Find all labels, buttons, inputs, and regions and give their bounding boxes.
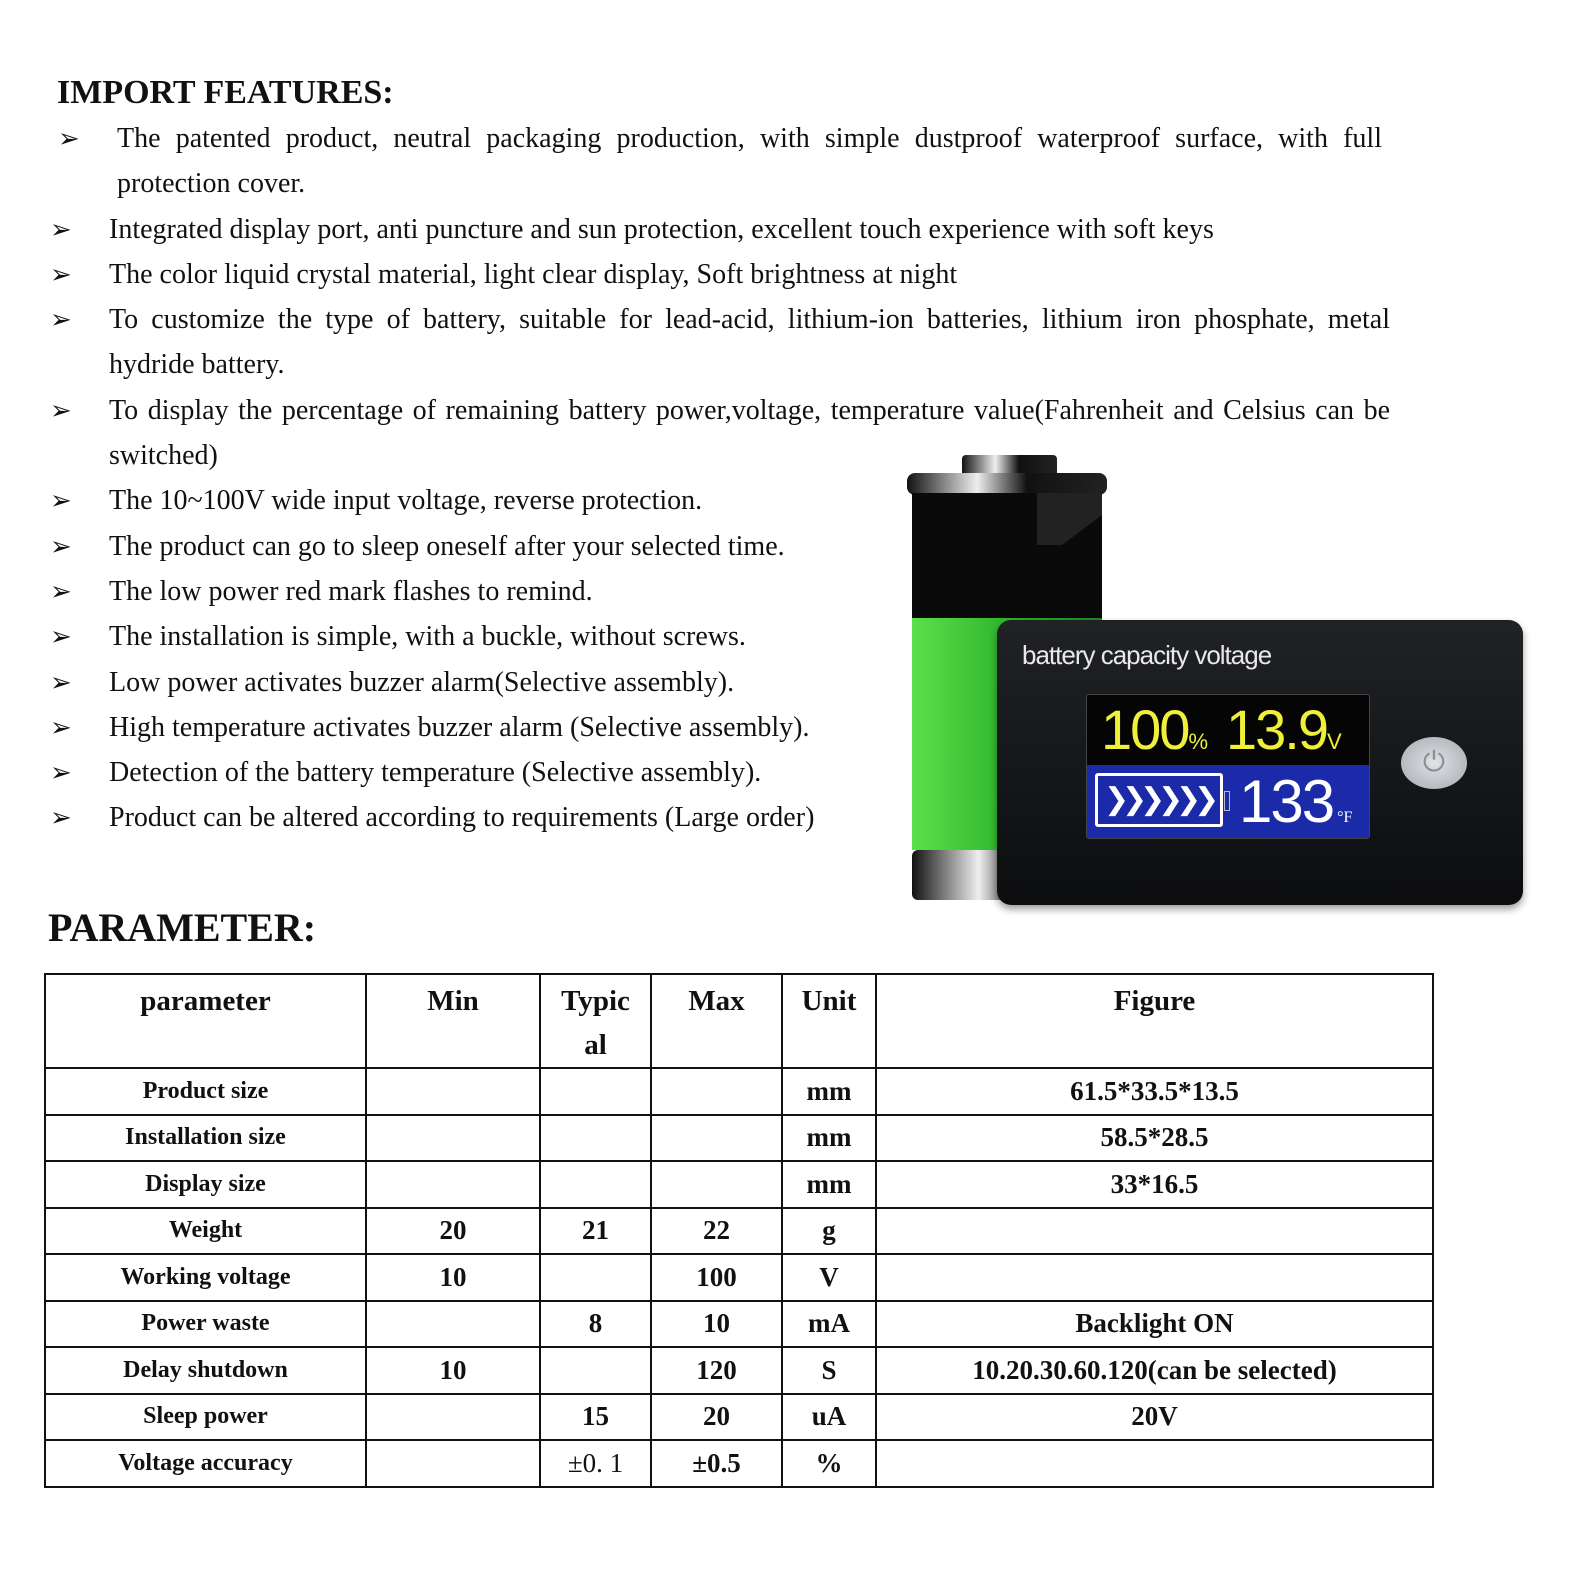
table-cell [651,1115,782,1162]
table-cell: 10 [366,1254,540,1301]
table-row [45,1347,1433,1394]
table-cell [540,1115,651,1162]
arrow-bullet-icon: ➢ [50,305,72,335]
table-cell [366,1301,540,1348]
feature-item [0,297,1390,388]
lcd-top-row [1101,695,1342,765]
feature-item [0,569,889,614]
table-row [45,1161,1433,1208]
column-header: Unit [782,974,876,1068]
feature-text: Integrated display port, anti puncture and sun protection, excellent touch experience with soft keys [109,213,1214,245]
table-cell [876,1440,1433,1487]
table-cell: 21 [540,1208,651,1255]
arrow-bullet-icon: ➢ [50,712,72,742]
feature-text: High temperature activates buzzer alarm (Selective assembly). [109,711,810,743]
temperature-readout: 133 [1239,768,1334,835]
parameter-name-cell: Working voltage [45,1254,366,1301]
table-row [45,1068,1433,1115]
arrow-bullet-icon: ➢ [50,576,72,606]
table-cell [540,1347,651,1394]
table-cell: 20V [876,1394,1433,1441]
lcd-bottom-band [1087,765,1369,838]
table-cell: g [782,1208,876,1255]
feature-item [0,478,889,523]
parameter-name-cell: Product size [45,1068,366,1115]
feature-text: Low power activates buzzer alarm(Selective assembly). [109,666,735,698]
parameter-title: PARAMETER: [48,905,317,950]
arrow-bullet-icon: ➢ [50,758,72,788]
power-icon: ⏻ [1422,747,1446,778]
table-row [45,1208,1433,1255]
column-header: Min [366,974,540,1068]
feature-item [0,705,889,750]
table-cell: S [782,1347,876,1394]
table-cell: ±0.5 [651,1440,782,1487]
features-title: IMPORT FEATURES: [57,74,394,111]
table-cell: 33*16.5 [876,1161,1433,1208]
parameter-table [44,973,1434,1488]
table-row [45,1440,1433,1487]
voltage-unit: V [1327,729,1342,754]
table-cell: mm [782,1068,876,1115]
feature-text: Product can be altered according to requirements (Large order) [109,802,815,834]
table-cell: mA [782,1301,876,1348]
feature-text: The color liquid crystal material, light clear display, Soft brightness at night [109,258,958,290]
parameter-name-cell: Weight [45,1208,366,1255]
table-cell [876,1254,1433,1301]
table-cell [540,1161,651,1208]
table-cell [366,1394,540,1441]
table-cell [651,1161,782,1208]
feature-item [0,207,1390,252]
table-cell: Backlight ON [876,1301,1433,1348]
arrow-bullet-icon: ➢ [50,395,72,425]
table-row [45,1301,1433,1348]
feature-text: The low power red mark flashes to remind. [109,575,593,607]
feature-text: The installation is simple, with a buckle, without screws. [109,621,746,653]
column-header: Typic al [540,974,651,1068]
column-header: parameter [45,974,366,1068]
feature-text: To display the percentage of remaining battery power,voltage, temperature value(Fahrenheit and Celsius can be switched) [109,394,1390,472]
arrow-bullet-icon: ➢ [50,214,72,244]
parameter-name-cell: Power waste [45,1301,366,1348]
table-cell: mm [782,1115,876,1162]
table-cell: % [782,1440,876,1487]
table-cell [540,1068,651,1115]
table-cell [540,1254,651,1301]
device-label: battery capacity voltage [1022,640,1272,670]
battery-tip [1224,791,1230,811]
feature-item [0,524,889,569]
feature-item [0,116,1382,207]
table-row [45,1254,1433,1301]
parameter-name-cell: Display size [45,1161,366,1208]
table-cell: 10.20.30.60.120(can be selected) [876,1347,1433,1394]
table-cell [876,1208,1433,1255]
table-cell: 61.5*33.5*13.5 [876,1068,1433,1115]
battery-monitor-device [997,620,1523,905]
table-cell: uA [782,1394,876,1441]
feature-item [0,252,1390,297]
percent-unit: % [1188,729,1208,754]
feature-item [0,750,889,795]
table-cell: 15 [540,1394,651,1441]
table-cell: 120 [651,1347,782,1394]
feature-text: The patented product, neutral packaging production, with simple dustproof waterproof surface, with full protection cover. [117,123,1382,200]
table-cell: 20 [651,1394,782,1441]
feature-item [0,388,1390,479]
table-cell: V [782,1254,876,1301]
lcd-display [1086,694,1370,839]
parameter-name-cell: Installation size [45,1115,366,1162]
temperature-row [1239,765,1352,838]
table-cell: mm [782,1161,876,1208]
power-button[interactable] [1401,737,1467,789]
table-cell [366,1068,540,1115]
battery-level-icon: ❯ ❯ ❯ ❯ ❯ ❯ [1095,773,1223,827]
table-cell [651,1068,782,1115]
table-cell: 8 [540,1301,651,1348]
parameter-name-cell: Voltage accuracy [45,1440,366,1487]
table-cell: 10 [366,1347,540,1394]
feature-item [0,614,889,659]
arrow-bullet-icon: ➢ [50,622,72,652]
table-cell: ±0. 1 [540,1440,651,1487]
feature-text: The product can go to sleep oneself after your selected time. [109,530,785,562]
arrow-bullet-icon: ➢ [50,667,72,697]
table-row [45,1115,1433,1162]
arrow-bullet-icon: ➢ [58,124,80,153]
parameter-name-cell: Sleep power [45,1394,366,1441]
table-cell: 58.5*28.5 [876,1115,1433,1162]
column-header: Max [651,974,782,1068]
table-cell: 22 [651,1208,782,1255]
table-cell [366,1115,540,1162]
table-cell: 10 [651,1301,782,1348]
arrow-bullet-icon: ➢ [50,486,72,516]
feature-text: Detection of the battery temperature (Selective assembly). [109,757,762,789]
parameter-name-cell: Delay shutdown [45,1347,366,1394]
column-header: Figure [876,974,1433,1068]
temperature-unit: °F [1337,809,1353,826]
feature-text: To customize the type of battery, suitable for lead-acid, lithium-ion batteries, lithium iron phosphate, metal hydride battery. [109,304,1390,381]
table-row [45,1394,1433,1441]
table-header-row [45,974,1433,1068]
table-cell [366,1440,540,1487]
arrow-bullet-icon: ➢ [50,259,72,289]
arrow-bullet-icon: ➢ [50,531,72,561]
table-cell: 100 [651,1254,782,1301]
feature-item [0,660,889,705]
feature-item [0,795,889,840]
percent-readout: 100 [1101,698,1189,761]
feature-text: The 10~100V wide input voltage, reverse protection. [109,485,703,517]
table-cell [366,1161,540,1208]
voltage-readout: 13.9 [1226,698,1327,761]
table-cell: 20 [366,1208,540,1255]
arrow-bullet-icon: ➢ [50,803,72,833]
